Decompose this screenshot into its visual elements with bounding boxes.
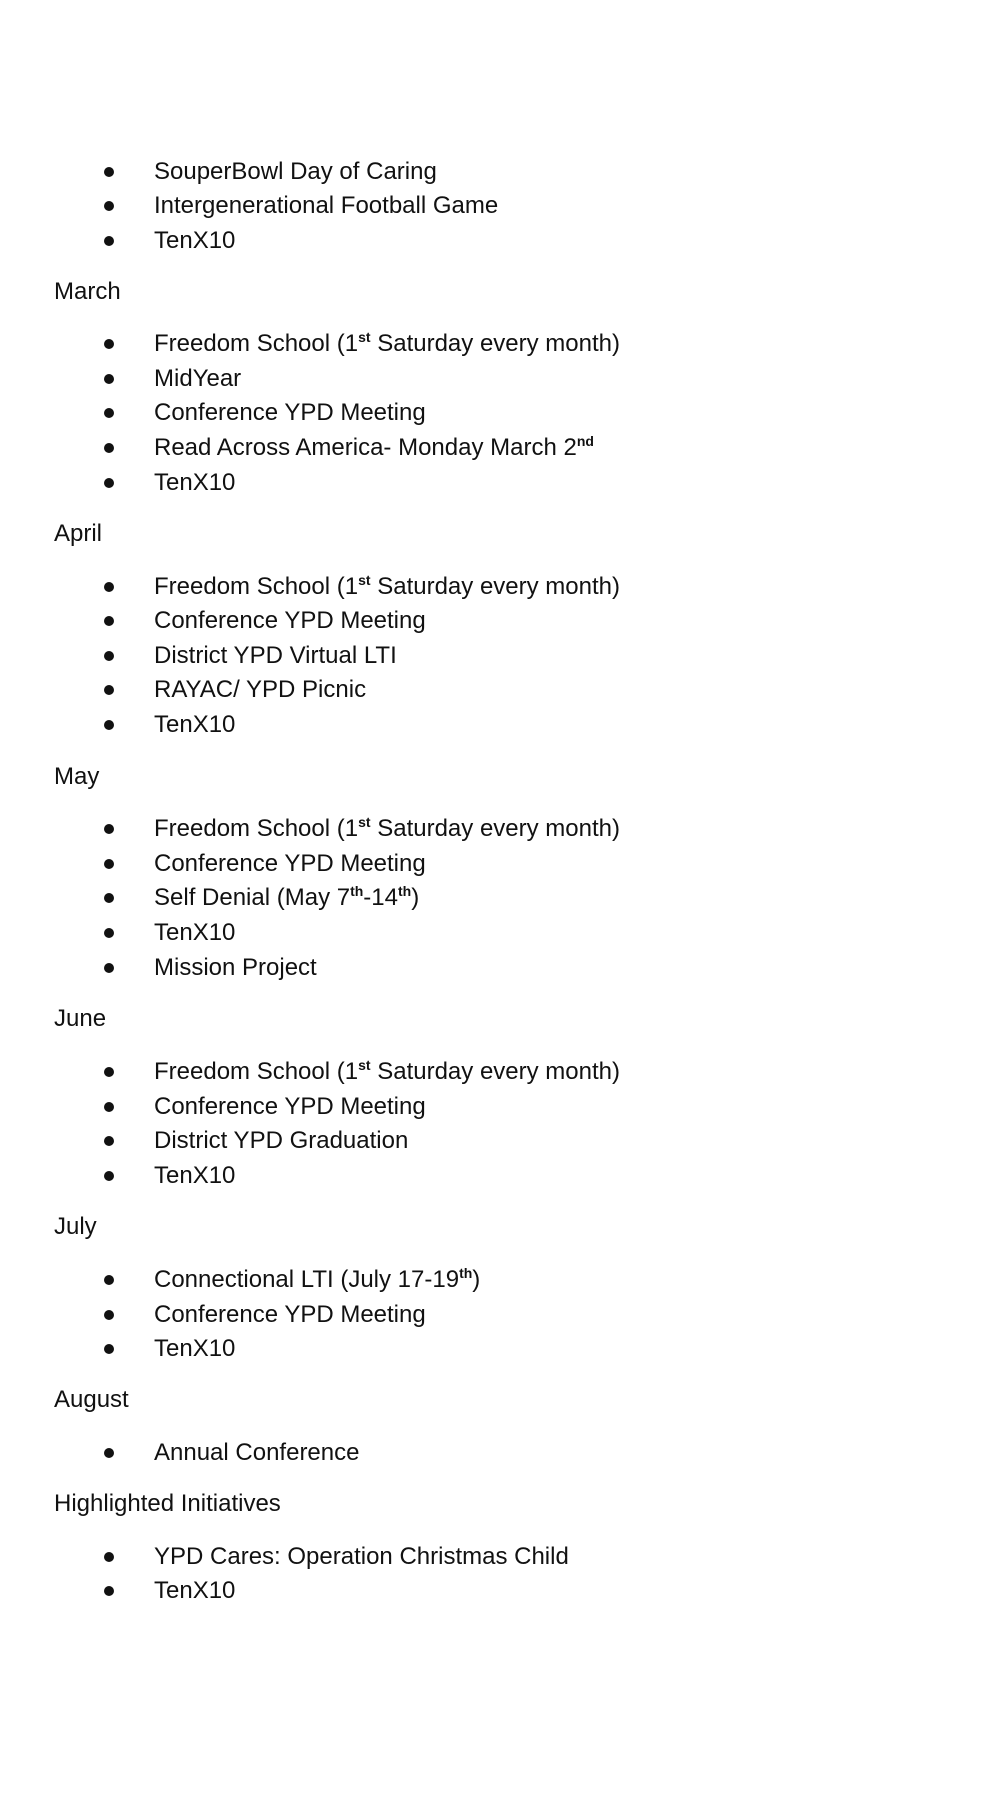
list-item-text: Self Denial (May 7th-14th)	[154, 883, 420, 911]
month-heading-april: April	[54, 520, 103, 547]
list-item	[0, 881, 900, 915]
list-item-text: TenX10	[154, 1162, 236, 1189]
list-item	[0, 1055, 900, 1089]
list-item-text: Connectional LTI (July 17-19th)	[154, 1265, 481, 1293]
list-item	[0, 362, 900, 396]
list-item	[0, 1298, 900, 1332]
bullet-icon	[104, 720, 114, 730]
list-item	[0, 327, 900, 361]
list-item	[0, 1263, 900, 1297]
bullet-icon	[104, 1310, 114, 1320]
bullet-icon	[104, 1136, 114, 1146]
list-item	[0, 812, 900, 846]
list-item-text: TenX10	[154, 469, 236, 496]
list-item	[0, 673, 900, 707]
list-item-text: MidYear	[154, 365, 242, 392]
list-item-text: Conference YPD Meeting	[154, 850, 426, 877]
bullet-icon	[104, 928, 114, 938]
list-item-text: Read Across America- Monday March 2nd	[154, 433, 594, 461]
list-item-text: Annual Conference	[154, 1439, 360, 1466]
bullet-icon	[104, 478, 114, 488]
list-item-text: District YPD Graduation	[154, 1127, 409, 1154]
bullet-icon	[104, 1067, 114, 1077]
list-item-text: Mission Project	[154, 954, 317, 981]
list-item	[0, 396, 900, 430]
list-item	[0, 951, 900, 985]
list-item	[0, 1124, 900, 1158]
bullet-icon	[104, 374, 114, 384]
month-heading-august: August	[54, 1386, 129, 1413]
list-item-text: Conference YPD Meeting	[154, 399, 426, 426]
list-item	[0, 916, 900, 950]
list-item	[0, 1574, 900, 1608]
list-item-text: SouperBowl Day of Caring	[154, 158, 437, 185]
bullet-icon	[104, 443, 114, 453]
list-item-text: District YPD Virtual LTI	[154, 642, 397, 669]
list-item	[0, 570, 900, 604]
list-item	[0, 155, 900, 189]
list-item-text: TenX10	[154, 1335, 236, 1362]
list-item-text: Freedom School (1st Saturday every month)	[154, 329, 620, 357]
list-item-text: YPD Cares: Operation Christmas Child	[154, 1543, 569, 1570]
bullet-icon	[104, 1448, 114, 1458]
list-item	[0, 431, 900, 465]
list-item	[0, 604, 900, 638]
list-item	[0, 708, 900, 742]
list-item-text: Conference YPD Meeting	[154, 607, 426, 634]
bullet-icon	[104, 859, 114, 869]
bullet-icon	[104, 616, 114, 626]
list-item	[0, 1540, 900, 1574]
month-heading-july: July	[54, 1213, 97, 1240]
list-item	[0, 1090, 900, 1124]
bullet-icon	[104, 963, 114, 973]
list-item-text: Freedom School (1st Saturday every month)	[154, 1057, 620, 1085]
list-item	[0, 1436, 900, 1470]
month-heading-june: June	[54, 1005, 107, 1032]
bullet-icon	[104, 236, 114, 246]
list-item-text: TenX10	[154, 1577, 236, 1604]
bullet-icon	[104, 1586, 114, 1596]
bullet-icon	[104, 1344, 114, 1354]
bullet-icon	[104, 582, 114, 592]
bullet-icon	[104, 1275, 114, 1285]
list-item-text: Freedom School (1st Saturday every month)	[154, 572, 620, 600]
bullet-icon	[104, 1171, 114, 1181]
highlighted-initiatives-heading: Highlighted Initiatives	[54, 1490, 281, 1517]
list-item-text: Intergenerational Football Game	[154, 192, 499, 219]
list-item	[0, 1159, 900, 1193]
list-item-text: RAYAC/ YPD Picnic	[154, 676, 367, 703]
bullet-icon	[104, 824, 114, 834]
bullet-icon	[104, 339, 114, 349]
list-item	[0, 847, 900, 881]
bullet-icon	[104, 1552, 114, 1562]
bullet-icon	[104, 1102, 114, 1112]
bullet-icon	[104, 893, 114, 903]
bullet-icon	[104, 651, 114, 661]
list-item-text: TenX10	[154, 919, 236, 946]
list-item-text: Freedom School (1st Saturday every month)	[154, 814, 620, 842]
list-item	[0, 639, 900, 673]
bullet-icon	[104, 685, 114, 695]
list-item-text: TenX10	[154, 227, 236, 254]
list-item	[0, 1332, 900, 1366]
list-item	[0, 466, 900, 500]
month-heading-may: May	[54, 763, 100, 790]
bullet-icon	[104, 201, 114, 211]
bullet-icon	[104, 408, 114, 418]
list-item	[0, 189, 900, 223]
bullet-icon	[104, 167, 114, 177]
month-heading-march: March	[54, 278, 121, 305]
list-item-text: Conference YPD Meeting	[154, 1301, 426, 1328]
list-item	[0, 224, 900, 258]
list-item-text: Conference YPD Meeting	[154, 1093, 426, 1120]
list-item-text: TenX10	[154, 711, 236, 738]
